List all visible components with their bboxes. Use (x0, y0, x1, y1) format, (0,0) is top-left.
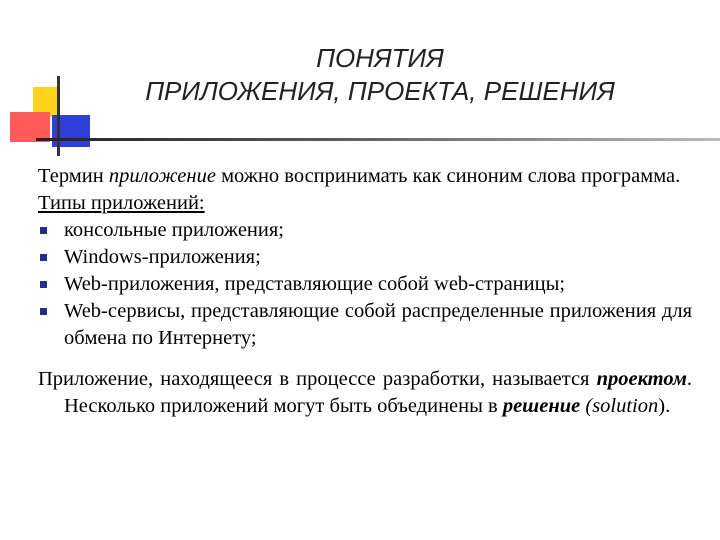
closing-text-2: . Несколько приложений могут быть объединены в (64, 368, 692, 417)
list-item-text: Windows-приложения; (64, 246, 261, 268)
square-bullet-icon (40, 254, 47, 261)
page-title (80, 42, 680, 108)
closing-paren-open: ( (580, 395, 593, 417)
title-line-1: ПОНЯТИЯ (316, 43, 444, 73)
decor-vertical-line (57, 76, 60, 156)
list-item (38, 298, 692, 352)
closing-paren-close: ). (658, 395, 671, 417)
square-bullet-icon (40, 308, 47, 315)
list-item (38, 244, 692, 271)
square-bullet-icon (40, 227, 47, 234)
closing-text-1: Приложение, находящееся в процессе разработки, называется (38, 368, 597, 390)
title-line-2: ПРИЛОЖЕНИЯ, ПРОЕКТА, РЕШЕНИЯ (145, 76, 615, 106)
intro-text-2: можно воспринимать как синоним слова программа. (215, 165, 681, 187)
square-bullet-icon (40, 281, 47, 288)
spacer (38, 352, 692, 366)
list-item-text: Web-приложения, представляющие собой web-страницы; (64, 273, 566, 295)
term-solution: решение (502, 395, 581, 417)
intro-paragraph (38, 163, 692, 190)
closing-paragraph (38, 366, 692, 420)
title-underline (36, 138, 720, 141)
list-item-text: Web-сервисы, представляющие собой распределенные приложения для обмена по Интернету; (64, 300, 692, 349)
term-solution-en: solution (592, 395, 659, 417)
list-item (38, 271, 692, 298)
term-project: проектом (596, 368, 687, 390)
list-item-text: консольные приложения; (64, 219, 284, 241)
list-item (38, 217, 692, 244)
intro-term: приложение (108, 165, 216, 187)
slide-content (38, 163, 692, 420)
types-label: Типы приложений: (38, 192, 205, 214)
intro-text-1: Термин (38, 165, 109, 187)
